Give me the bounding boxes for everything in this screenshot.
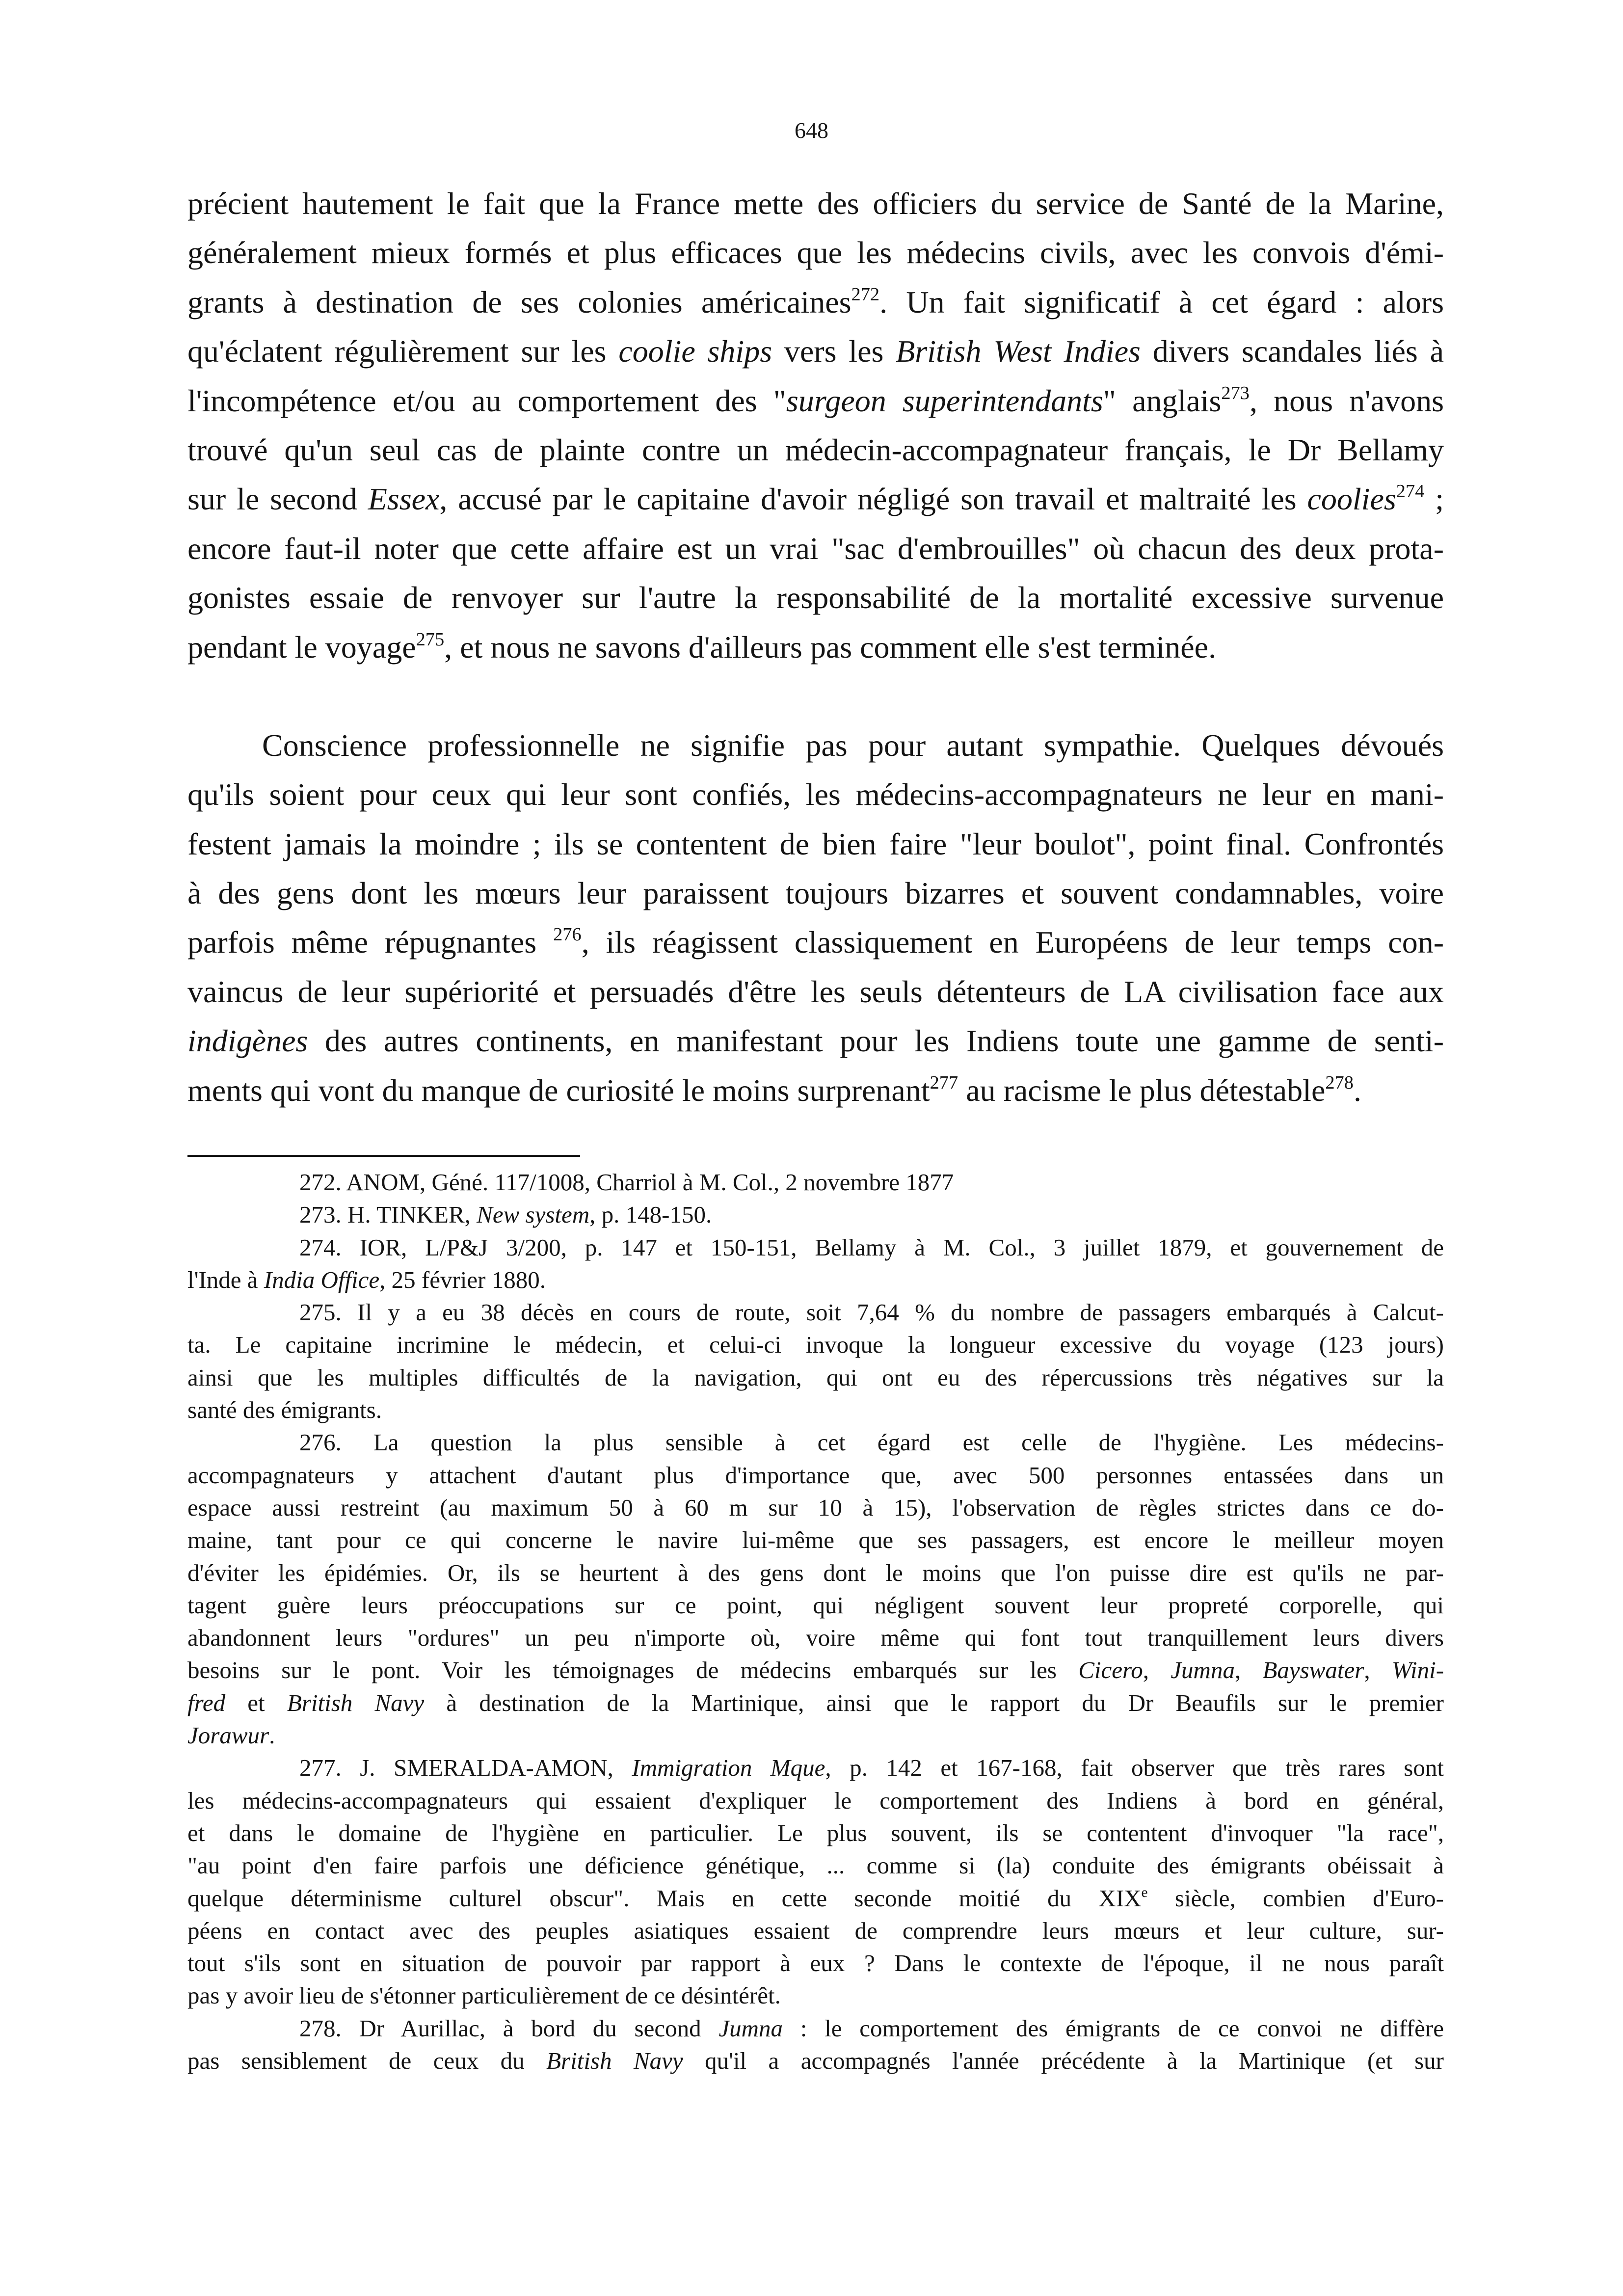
text-line (187, 1394, 1444, 1426)
text-run: , et nous ne savons d'ailleurs pas comment elle s'est terminée. (444, 629, 1217, 665)
text-line (187, 1979, 1444, 2012)
text-run: des autres continents, en manifestant pour les Indiens toute une gamme de senti- (308, 1023, 1444, 1059)
text-run: précient hautement le fait que la France mette des officiers du service de Santé de la Marine, (187, 186, 1444, 221)
italic-text: New system (477, 1201, 590, 1228)
text-line (187, 1654, 1444, 1686)
text-line (187, 573, 1444, 622)
text-run: et dans le domaine de l'hygiène en particulier. Le plus souvent, ils se contentent d'invoquer "la race", (187, 1819, 1444, 1846)
italic-text: Bayswater (1262, 1656, 1364, 1684)
text-run: espace aussi restreint (au maximum 50 à 60 m sur 10 à 15), l'observation de règles strictes dans ce do- (187, 1494, 1444, 1521)
text-run: 276. La question la plus sensible à cet égard est celle de l'hygiène. Les médecins- (299, 1429, 1444, 1456)
note-reference: 276 (553, 924, 582, 945)
text-line (187, 1492, 1444, 1524)
text-run: ainsi que les multiples difficultés de la navigation, qui ont eu des répercussions très négatives sur la (187, 1363, 1444, 1391)
note-reference: 274 (1396, 481, 1425, 502)
text-run: qu'éclatent régulièrement sur les (187, 334, 619, 369)
text-run: pas y avoir lieu de s'étonner particulièrement de ce désintérêt. (187, 1982, 781, 2009)
text-line (187, 1785, 1444, 1817)
text-run: , 25 février 1880. (379, 1266, 546, 1293)
note-reference: 273 (1221, 382, 1250, 403)
paragraph (187, 721, 1444, 1115)
text-line (187, 1882, 1444, 1915)
footnote (187, 1199, 1444, 1231)
text-run: . Un fait significatif à cet égard : alors (879, 284, 1444, 320)
text-line (187, 278, 1444, 327)
text-run: accompagnateurs y attachent d'autant plus d'importance que, avec 500 personnes entassées dans un (187, 1461, 1444, 1489)
text-run: , (1143, 1656, 1171, 1684)
text-line (187, 721, 1444, 770)
text-run: à destination de la Martinique, ainsi que le rapport du Dr Beaufils sur le premier (424, 1689, 1444, 1716)
text-run: généralement mieux formés et plus efficaces que les médecins civils, avec les convois d'émi- (187, 235, 1444, 270)
text-run: . (269, 1722, 275, 1749)
text-line (187, 1166, 1444, 1199)
italic-text: Jumna (718, 2014, 783, 2042)
text-line (187, 1622, 1444, 1654)
text-run: 275. Il y a eu 38 décès en cours de route, soit 7,64 % du nombre de passagers embarqués à Calcut- (299, 1299, 1444, 1326)
text-run: , nous n'avons (1249, 383, 1444, 418)
text-run: vers les (772, 334, 896, 369)
text-run: tagent guère leurs préoccupations sur ce point, qui négligent souvent leur propreté corporelle, qui (187, 1591, 1444, 1619)
text-line (187, 770, 1444, 819)
footnotes (187, 1166, 1444, 2077)
footnote (187, 1166, 1444, 1199)
text-run: trouvé qu'un seul cas de plainte contre un médecin-accompagnateur français, le Dr Bellamy (187, 432, 1444, 467)
page-number: 648 (795, 118, 828, 143)
note-reference: e (1141, 1884, 1148, 1900)
text-line (187, 2012, 1444, 2045)
italic-text: Jorawur (187, 1722, 269, 1749)
footnote (187, 1752, 1444, 2012)
text-line (187, 623, 1444, 672)
text-run: , (1234, 1656, 1263, 1684)
text-line (187, 376, 1444, 426)
text-run: , ils réagissent classiquement en Européens de leur temps con- (581, 925, 1444, 960)
text-line (187, 524, 1444, 573)
text-line (187, 1915, 1444, 1947)
text-line (187, 1849, 1444, 1882)
text-run: divers scandales liés à (1140, 334, 1444, 369)
text-run: l'incompétence et/ou au comportement des " (187, 383, 786, 418)
paragraph (187, 179, 1444, 672)
italic-text: coolies (1307, 481, 1396, 517)
text-run: parfois même répugnantes (187, 925, 554, 960)
footnote-separator (187, 1155, 580, 1157)
text-line (187, 1557, 1444, 1589)
text-run: : le comportement des émigrants de ce convoi ne diffère (783, 2014, 1444, 2042)
italic-text: Wini- (1391, 1656, 1444, 1684)
text-run: sur le second (187, 481, 368, 517)
text-run: santé des émigrants. (187, 1396, 382, 1424)
footnote (187, 1231, 1444, 1297)
text-run: péens en contact avec des peuples asiatiques essaient de comprendre leurs mœurs et leur culture, sur- (187, 1917, 1444, 1944)
text-line (187, 820, 1444, 869)
text-run: ; (1424, 481, 1444, 517)
text-run: abandonnent leurs "ordures" un peu n'importe où, voire même qui font tout tranquillement leurs divers (187, 1624, 1444, 1652)
italic-text: British West Indies (896, 334, 1141, 369)
text-line (187, 1752, 1444, 1784)
text-run: qu'ils soient pour ceux qui leur sont confiés, les médecins-accompagnateurs ne leur en mani- (187, 777, 1444, 812)
italic-text: coolie ships (618, 334, 772, 369)
text-run: , p. 148-150. (589, 1201, 712, 1228)
italic-text: British Navy (546, 2047, 683, 2075)
text-line (187, 1524, 1444, 1556)
footnote (187, 2012, 1444, 2078)
footnote (187, 1426, 1444, 1752)
text-line (187, 918, 1444, 967)
text-run: siècle, combien d'Euro- (1147, 1884, 1444, 1912)
text-line (187, 475, 1444, 524)
body-text (187, 179, 1444, 1115)
italic-text: Jumna (1171, 1656, 1235, 1684)
text-line (187, 179, 1444, 228)
text-line (187, 1199, 1444, 1231)
italic-text: Essex (368, 481, 440, 517)
text-line (187, 1687, 1444, 1719)
note-reference: 277 (930, 1072, 958, 1093)
text-run: maine, tant pour ce qui concerne le navire lui-même que ses passagers, est encore le meilleur moyen (187, 1526, 1444, 1554)
text-run: grants à destination de ses colonies américaines (187, 284, 851, 320)
text-run: Conscience professionnelle ne signifie pas pour autant sympathie. Quelques dévoués (262, 727, 1444, 763)
text-run: ments qui vont du manque de curiosité le moins surprenant (187, 1072, 930, 1108)
text-line (187, 1329, 1444, 1361)
footnote (187, 1296, 1444, 1426)
text-line (187, 1231, 1444, 1264)
text-line (187, 869, 1444, 918)
text-run: et (225, 1689, 287, 1716)
note-reference: 275 (416, 629, 445, 650)
text-run: , accusé par le capitaine d'avoir négligé son travail et maltraité les (439, 481, 1307, 517)
text-run: 272. ANOM, Géné. 117/1008, Charriol à M. Col., 2 novembre 1877 (299, 1169, 954, 1196)
text-run: . (1353, 1072, 1361, 1108)
italic-text: India Office (264, 1266, 380, 1293)
text-line (187, 1426, 1444, 1459)
text-line (187, 1264, 1444, 1296)
italic-text: surgeon superintendants (786, 383, 1103, 418)
italic-text: British Navy (287, 1689, 425, 1716)
text-line (187, 1589, 1444, 1622)
text-line (187, 327, 1444, 376)
note-reference: 278 (1325, 1072, 1354, 1093)
text-line (187, 1016, 1444, 1066)
note-reference: 272 (851, 284, 880, 305)
text-run: , p. 142 et 167-168, fait observer que très rares sont (825, 1754, 1444, 1782)
text-run: festent jamais la moindre ; ils se contentent de bien faire "leur boulot", point final. Confrontés (187, 826, 1444, 861)
text-run: vaincus de leur supériorité et persuadés d'être les seuls détenteurs de LA civilisation face aux (187, 974, 1444, 1009)
text-run: pas sensiblement de ceux du (187, 2047, 547, 2075)
text-line (187, 426, 1444, 475)
text-run: , (1364, 1656, 1392, 1684)
text-run: encore faut-il noter que cette affaire est un vrai "sac d'embrouilles" où chacun des deux prota- (187, 531, 1444, 566)
text-run: " anglais (1103, 383, 1222, 418)
text-run: au racisme le plus détestable (958, 1072, 1326, 1108)
italic-text: Cicero (1078, 1656, 1143, 1684)
text-run: les médecins-accompagnateurs qui essaient d'expliquer le comportement des Indiens à bord en général, (187, 1787, 1444, 1814)
text-line (187, 1947, 1444, 1979)
italic-text: Immigration Mque (632, 1754, 825, 1782)
text-run: d'éviter les épidémies. Or, ils se heurtent à des gens dont le moins que l'on puisse dire est qu'ils ne par- (187, 1559, 1444, 1586)
text-run: l'Inde à (187, 1266, 264, 1293)
text-run: besoins sur le pont. Voir les témoignages de médecins embarqués sur les (187, 1656, 1079, 1684)
text-run: qu'il a accompagnés l'année précédente à la Martinique (et sur (683, 2047, 1444, 2075)
text-run: "au point d'en faire parfois une déficience génétique, ... comme si (la) conduite des émigrants obéissait à (187, 1852, 1444, 1879)
text-line (187, 1066, 1444, 1115)
text-line (187, 228, 1444, 277)
text-run: pendant le voyage (187, 629, 416, 665)
text-run: 278. Dr Aurillac, à bord du second (299, 2014, 719, 2042)
text-run: gonistes essaie de renvoyer sur l'autre la responsabilité de la mortalité excessive survenue (187, 580, 1444, 615)
italic-text: fred (187, 1689, 226, 1716)
text-run: 273. H. TINKER, (299, 1201, 477, 1228)
text-line (187, 2045, 1444, 2077)
text-line (187, 1459, 1444, 1492)
text-run: 277. J. SMERALDA-AMON, (299, 1754, 632, 1782)
text-run: à des gens dont les mœurs leur paraissent toujours bizarres et souvent condamnables, voire (187, 876, 1444, 911)
text-line (187, 1296, 1444, 1329)
italic-text: indigènes (187, 1023, 308, 1059)
text-run: 274. IOR, L/P&J 3/200, p. 147 et 150-151, Bellamy à M. Col., 3 juillet 1879, et gouvernement de (299, 1233, 1444, 1261)
text-run: ta. Le capitaine incrimine le médecin, et celui-ci invoque la longueur excessive du voyage (123 jours) (187, 1331, 1444, 1359)
text-line (187, 1817, 1444, 1849)
text-run: tout s'ils sont en situation de pouvoir par rapport à eux ? Dans le contexte de l'époque, il ne nous paraît (187, 1949, 1444, 1977)
text-run: quelque déterminisme culturel obscur". Mais en cette seconde moitié du XIX (187, 1884, 1142, 1912)
paragraph-gap (187, 672, 1444, 721)
text-line (187, 1362, 1444, 1394)
text-line (187, 1719, 1444, 1752)
text-line (187, 967, 1444, 1016)
